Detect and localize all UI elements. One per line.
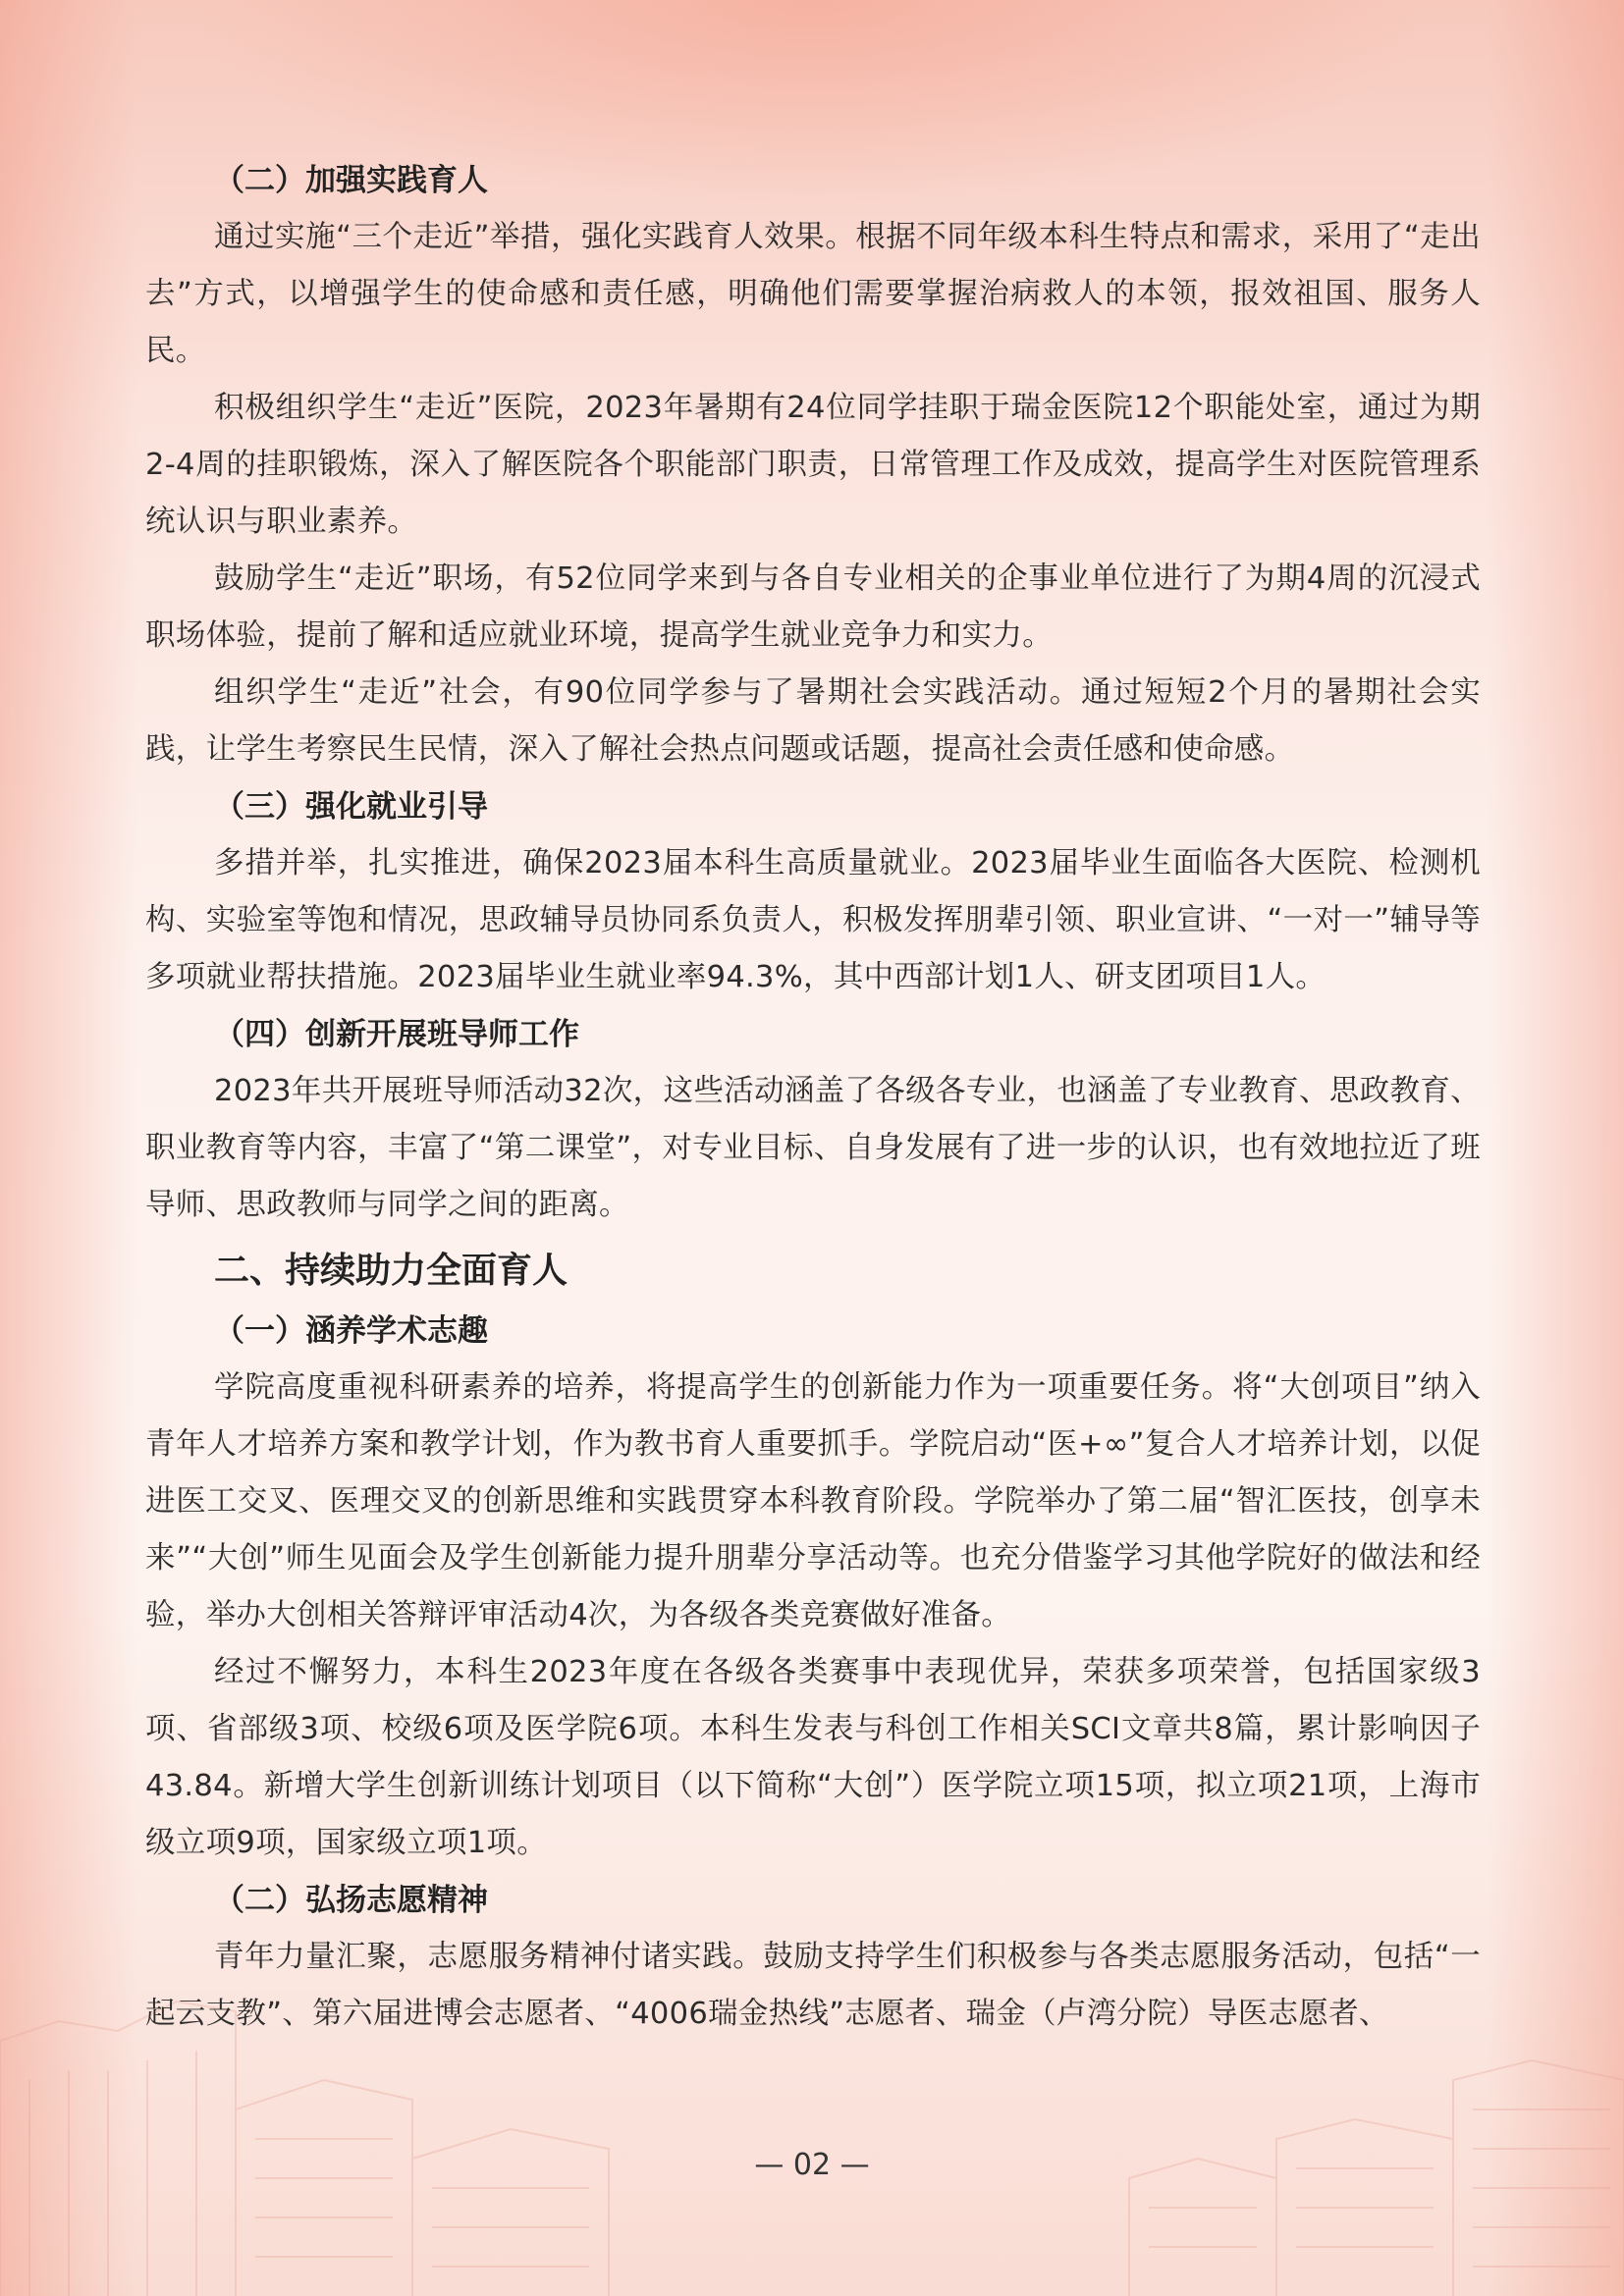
paragraph: 2023年共开展班导师活动32次，这些活动涵盖了各级各专业，也涵盖了专业教育、思政教育、职业教育等内容，丰富了“第二课堂”，对专业目标、自身发展有了进一步的认识，也有效地拉近了班导师、思政教师与同学之间的距离。 <box>145 1074 1481 1222</box>
chapter-heading-comprehensive-education: 二、持续助力全面育人 <box>214 1251 568 1291</box>
paragraph: 经过不懈努力，本科生2023年度在各级各类赛事中表现优异，荣获多项荣誉，包括国家级3项、省部级3项、校级6项及医学院6项。本科生发表与科创工作相关SCI文章共8篇，累计影响因子43.84。新增大学生创新训练计划项目（以下简称“大创”）医学院立项15项，拟立项21项，上海市级立项9项，国家级立项1项。 <box>145 1655 1481 1860</box>
paragraph: 通过实施“三个走近”举措，强化实践育人效果。根据不同年级本科生特点和需求，采用了“走出去”方式，以增强学生的使命感和责任感，明确他们需要掌握治病救人的本领，报效祖国、服务人民。 <box>145 220 1481 368</box>
document-body <box>145 152 1481 2043</box>
section-heading-academic-interest: （一）涵养学术志趣 <box>214 1313 488 1349</box>
page-number: — 02 — <box>754 2148 870 2182</box>
section-heading-employment: （三）强化就业引导 <box>214 789 488 825</box>
paragraph: 积极组织学生“走近”医院，2023年暑期有24位同学挂职于瑞金医院12个职能处室，通过为期2-4周的挂职锻炼，深入了解医院各个职能部门职责，日常管理工作及成效，提高学生对医院管理系统认识与职业素养。 <box>145 391 1481 539</box>
section-heading-volunteer-spirit: （二）弘扬志愿精神 <box>214 1883 488 1918</box>
section-heading-practice: （二）加强实践育人 <box>214 163 488 198</box>
paragraph: 学院高度重视科研素养的培养，将提高学生的创新能力作为一项重要任务。将“大创项目”纳入青年人才培养方案和教学计划，作为教书育人重要抓手。学院启动“医+∞”复合人才培养计划，以促进医工交叉、医理交叉的创新思维和实践贯穿本科教育阶段。学院举办了第二届“智汇医技，创享未来”“大创”师生见面会及学生创新能力提升朋辈分享活动等。也充分借鉴学习其他学院好的做法和经验，举办大创相关答辩评审活动4次，为各级各类竞赛做好准备。 <box>145 1370 1481 1632</box>
paragraph: 青年力量汇聚，志愿服务精神付诸实践。鼓励支持学生们积极参与各类志愿服务活动，包括“一起云支教”、第六届进博会志愿者、“4006瑞金热线”志愿者、瑞金（卢湾分院）导医志愿者、 <box>145 1940 1481 2031</box>
paragraph: 多措并举，扎实推进，确保2023届本科生高质量就业。2023届毕业生面临各大医院、检测机构、实验室等饱和情况，思政辅导员协同系负责人，积极发挥朋辈引领、职业宣讲、“一对一”辅导等多项就业帮扶措施。2023届毕业生就业率94.3%，其中西部计划1人、研支团项目1人。 <box>145 846 1481 994</box>
paragraph: 组织学生“走近”社会，有90位同学参与了暑期社会实践活动。通过短短2个月的暑期社会实践，让学生考察民生民情，深入了解社会热点问题或话题，提高社会责任感和使命感。 <box>145 675 1481 767</box>
section-heading-class-tutor: （四）创新开展班导师工作 <box>214 1017 579 1052</box>
paragraph: 鼓励学生“走近”职场，有52位同学来到与各自专业相关的企事业单位进行了为期4周的沉浸式职场体验，提前了解和适应就业环境，提高学生就业竞争力和实力。 <box>145 561 1481 653</box>
